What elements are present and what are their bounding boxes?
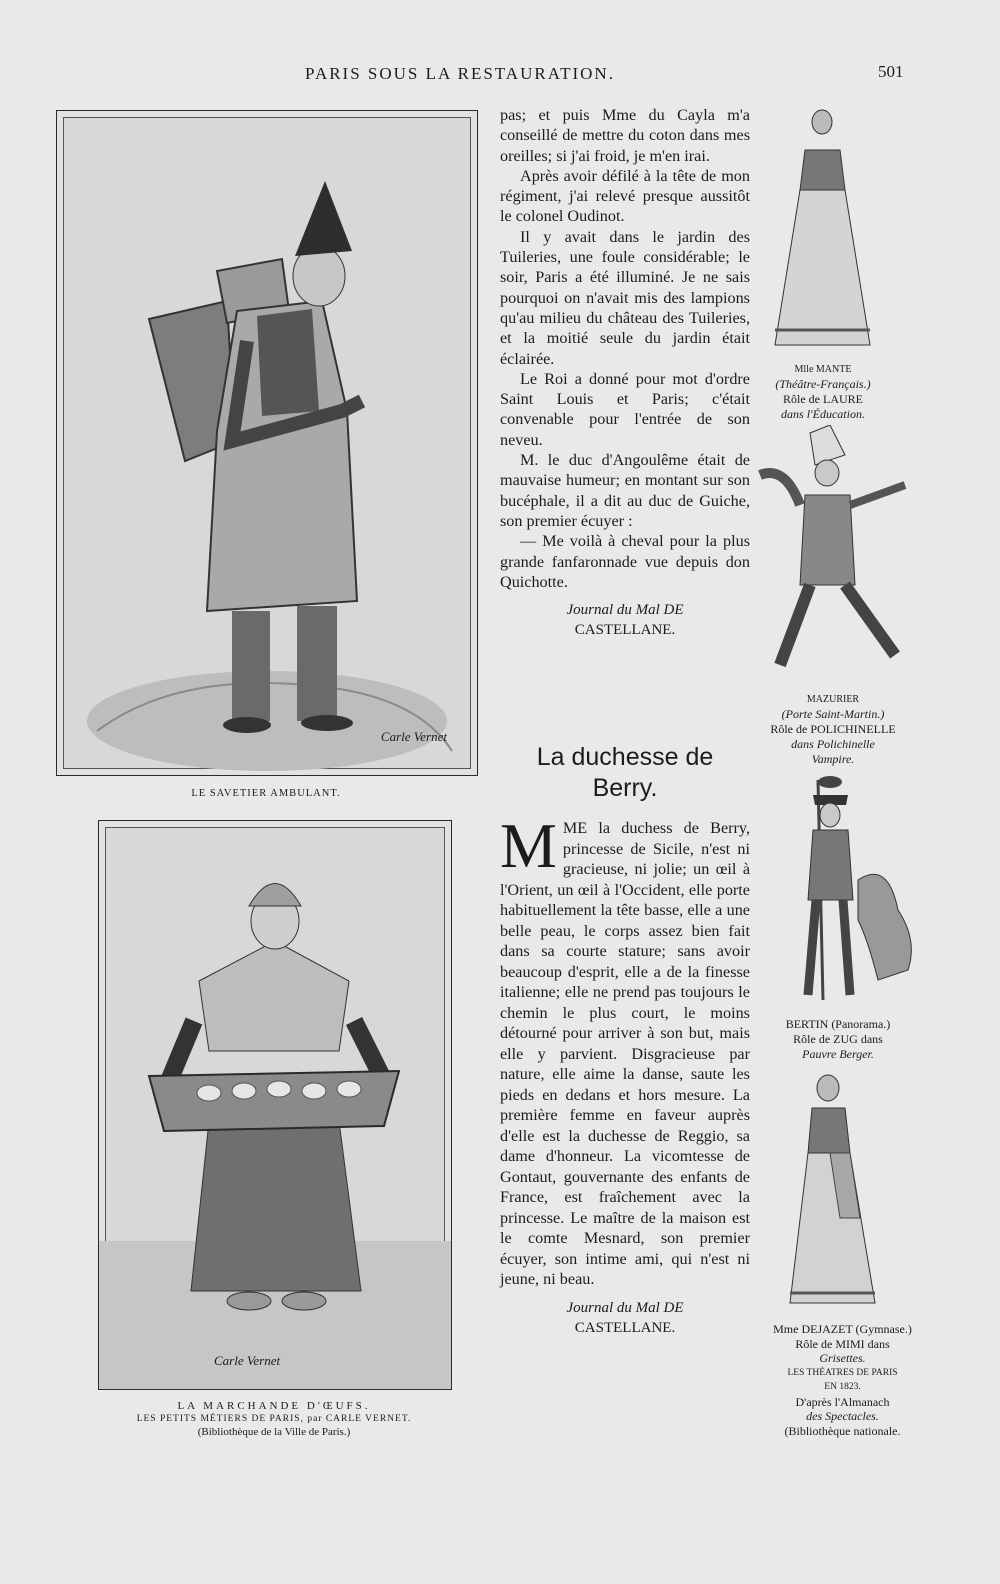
artist-signature: Carle Vernet [214,1353,281,1368]
caption-line: Grisettes. [819,1351,866,1365]
figure-bertin [768,770,928,1010]
paragraph: Le Roi a donné pour mot d'ordre Saint Louis et Paris; c'était convenable pour l'entrée de son neveu. [500,369,750,449]
section-title-line: Berry. [592,774,658,802]
dejazet-drawing [780,1068,900,1313]
caption-line: dans Polichinelle [791,737,875,751]
text-column-2 [500,810,750,1338]
figure-dejazet [780,1068,900,1313]
caption-line: Mme DEJAZET (Gymnase.) [773,1322,912,1336]
signature-block [500,600,750,640]
caption-line: EN 1823. [824,1382,861,1392]
caption-line: Rôle de MIMI dans [795,1336,890,1351]
signature-line: CASTELLANE. [574,622,676,639]
caption-line: Pauvre Berger. [802,1047,874,1061]
paragraph: pas; et puis Mme du Cayla m'a conseillé de mettre du coton dans mes oreilles; si j'ai froid, je m'en irai. [500,106,750,165]
caption-line: (Porte Saint-Martin.) [781,707,885,721]
figure-mazurier [755,425,915,680]
bertin-drawing [768,770,928,1010]
caption-line: MAZURIER [806,694,860,705]
figure-mante [760,100,880,360]
caption-line-library: (Bibliothèque de la Ville de Paris.) [197,1426,351,1438]
signature-line: Journal du Mal DE [566,1299,684,1316]
caption-line-title: LA MARCHANDE D'ŒUFS. [177,1400,371,1412]
paragraph-body: ME la duchess de Berry, princesse de Sicile, n'est ni gracieuse, ni jolie; un œil à l'Orient, un œil à l'Occident, elle porte habituellement la tête basse, elle a une belle peau, le corps assez bien fait dans sa courte stature; sans avoir beaucoup d'esprit, elle a de la finesse italienne; elle ne prend pas toujours le chemin le plus court, le moins détourné pour arriver à son but, mais elle y parvient. Disgracieuse par nature, elle aime la danse, saute les pieds en dedans et hors mesure. La première femme en faveur auprès d'elle est la duchesse de Reggio, sa dame d'honneur. La vicomtesse de Gontaut, gouvernante des enfants de France, est fraîchement avec la princesse. Le maître de la maison est le comte Mesnard, son premier écuyer, son intime ami, qui n'est ni jeune, ni beau. [500,819,750,1288]
text-column [500,105,750,640]
signature-line: CASTELLANE. [574,1319,676,1336]
savetier-drawing [57,111,477,775]
caption-line: Vampire. [811,752,855,766]
section-title-line: La duchesse de [536,743,714,771]
caption-line: Rôle de LAURE [783,392,863,406]
caption-mante [748,362,898,422]
artist-signature: Carle Vernet [380,729,447,744]
signature-line: Journal du Mal DE [566,602,684,619]
caption-line: des Spectacles. [806,1409,879,1423]
mante-drawing [760,100,880,360]
caption-line: Rôle de ZUG dans [793,1032,883,1046]
caption-line: Rôle de POLICHINELLE [770,722,896,736]
illustration-savetier [56,110,478,776]
marchande-drawing [99,821,451,1389]
caption-dejazet [760,1322,925,1438]
mazurier-drawing [755,425,915,680]
section-title [500,742,750,804]
paragraph [500,810,750,1290]
caption-line: Mlle MANTE [794,364,852,375]
illustration-marchande [98,820,452,1390]
caption-line: (Théâtre-Français.) [775,377,871,391]
caption-line: (Bibliothèque nationale. [784,1423,901,1438]
caption-line: D'après l'Almanach [795,1394,890,1409]
caption-savetier: LE SAVETIER AMBULANT. [191,788,341,799]
caption-line: LES THÉATRES DE PARIS [787,1367,898,1378]
caption-marchande [98,1400,450,1439]
caption-bertin [758,1017,918,1062]
caption-mazurier [758,692,908,767]
paragraph: Après avoir défilé à la tête de mon régiment, j'ai relevé presque aussitôt le colonel Oudinot. [500,166,750,226]
paragraph: — Me voilà à cheval pour la plus grande fanfaronnade vue depuis don Quichotte. [500,532,750,591]
drop-cap: M [500,810,557,881]
caption-line: dans l'Éducation. [781,407,865,421]
running-header: PARIS SOUS LA RESTAURATION. [305,64,615,83]
paragraph: Il y avait dans le jardin des Tuileries, une foule considérable; le soir, Paris a été illuminé. Je ne sais pourquoi on n'avait mis des lampions qu'au milieu du château des Tuileries, et la moitié seule du jardin était éclairée. [500,227,750,368]
signature-block [500,1298,750,1338]
paragraph: M. le duc d'Angoulême était de mauvaise humeur; en montant sur son bucéphale, il a dit au duc de Guiche, son premier écuyer : [500,451,750,530]
caption-line: BERTIN (Panorama.) [785,1017,891,1031]
caption-line-source: LES PETITS MÉTIERS DE PARIS, par CARLE VERNET. [136,1414,412,1424]
page-number: 501 [878,62,904,81]
